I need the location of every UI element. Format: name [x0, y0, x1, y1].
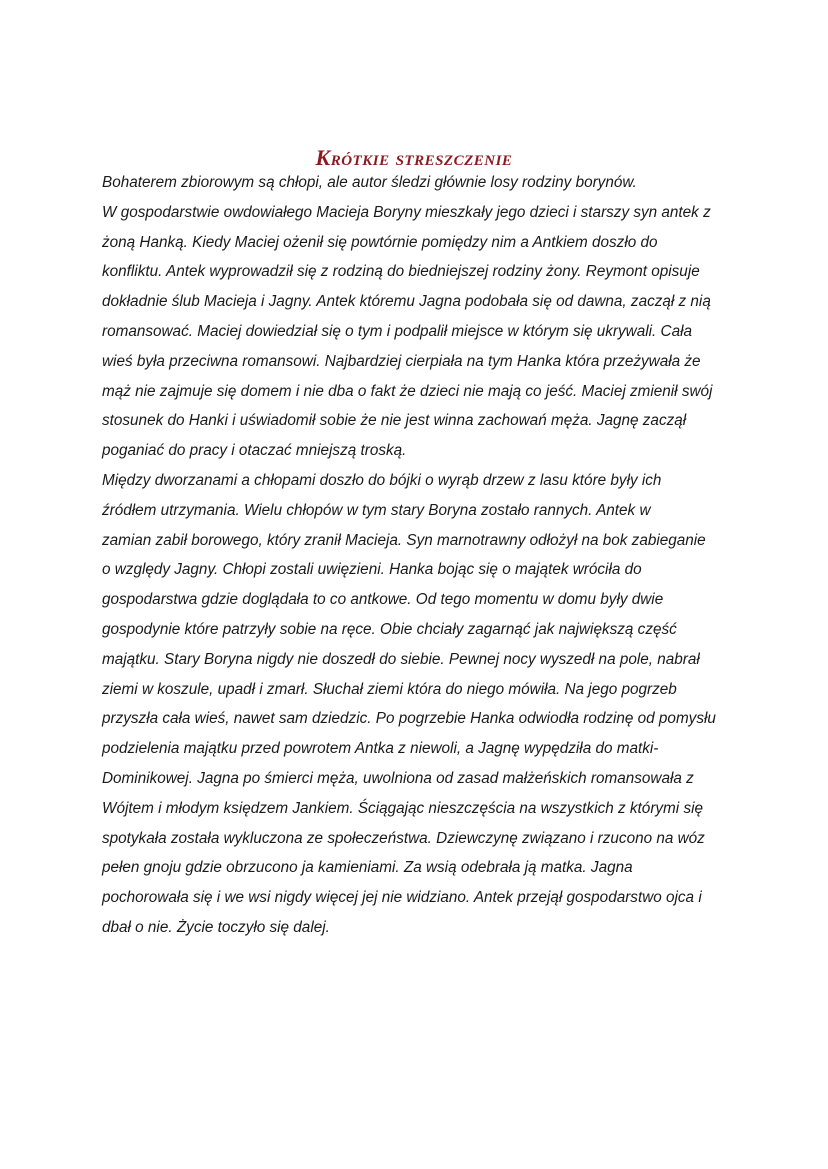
page-title: Krótkie streszczenie: [315, 144, 513, 170]
text-line: pełen gnoju gdzie obrzucono ja kamieniami. Za wsią odebrała ją matka. Jagna: [102, 859, 633, 877]
text-line: W gospodarstwie owdowiałego Macieja Boryny mieszkały jego dzieci i starszy syn antek z: [102, 203, 711, 221]
text-line: dokładnie ślub Macieja i Jagny. Antek któremu Jagna podobała się od dawna, zaczął z nią: [102, 293, 711, 311]
text-line: stosunek do Hanki i uświadomił sobie że nie jest winna zachowań męża. Jagnę zaczął: [102, 412, 687, 430]
text-line: pochorowała się i we wsi nigdy więcej jej nie widziano. Antek przejął gospodarstwo ojca i: [102, 889, 702, 907]
text-line: żoną Hanką. Kiedy Maciej ożenił się powtórnie pomiędzy nim a Antkiem doszło do: [102, 233, 658, 251]
text-line: zamian zabił borowego, który zranił Macieja. Syn marnotrawny odłożył na bok zabieganie: [102, 531, 706, 549]
text-line: źródłem utrzymania. Wielu chłopów w tym stary Boryna zostało rannych. Antek w: [102, 501, 651, 519]
text-line: o względy Jagny. Chłopi zostali uwięzieni. Hanka bojąc się o majątek wróciła do: [102, 561, 642, 579]
text-line: majątku. Stary Boryna nigdy nie doszedł do siebie. Pewnej nocy wyszedł na pole, nabrał: [102, 650, 700, 668]
text-line: Dominikowej. Jagna po śmierci męża, uwolniona od zasad małżeńskich romansowała z: [102, 769, 694, 787]
text-line: Wójtem i młodym księdzem Jankiem. Ściągając nieszczęścia na wszystkich z którymi się: [102, 799, 704, 817]
text-line: gospodynie które patrzyły sobie na ręce. Obie chciały zagarnąć jak największą część: [102, 620, 677, 638]
text-line: ziemi w koszule, upadł i zmarł. Słuchał ziemi która do niego mówiła. Na jego pogrzeb: [102, 680, 677, 698]
text-line: Między dworzanami a chłopami doszło do bójki o wyrąb drzew z lasu które były ich: [102, 471, 662, 489]
text-line: poganiać do pracy i otaczać mniejszą troską.: [102, 442, 407, 460]
text-line: gospodarstwa gdzie doglądała to co antkowe. Od tego momentu w domu były dwie: [102, 591, 664, 609]
text-line: spotykała została wykluczona ze społeczeństwa. Dziewczynę związano i rzucono na wóz: [102, 829, 705, 847]
text-line: podzielenia majątku przed powrotem Antka z niewoli, a Jagnę wypędziła do matki-: [102, 740, 659, 758]
text-line: przyszła cała wieś, nawet sam dziedzic. Po pogrzebie Hanka odwiodła rodzinę od pomysłu: [102, 710, 716, 728]
text-line: romansować. Maciej dowiedział się o tym i podpalił miejsce w którym się ukrywali. Cała: [102, 322, 692, 340]
text-line: dbał o nie. Życie toczyło się dalej.: [102, 918, 330, 936]
text-line: mąż nie zajmuje się domem i nie dba o fakt że dzieci nie mają co jeść. Maciej zmienił swój: [102, 382, 713, 400]
text-line: konfliktu. Antek wyprowadził się z rodziną do biedniejszej rodziny żony. Reymont opisuje: [102, 263, 700, 281]
text-line: Bohaterem zbiorowym są chłopi, ale autor śledzi głównie losy rodziny borynów.: [102, 174, 637, 191]
text-line: wieś była przeciwna romansowi. Najbardziej cierpiała na tym Hanka która przeżywała że: [102, 352, 701, 370]
summary-text: [102, 168, 742, 943]
